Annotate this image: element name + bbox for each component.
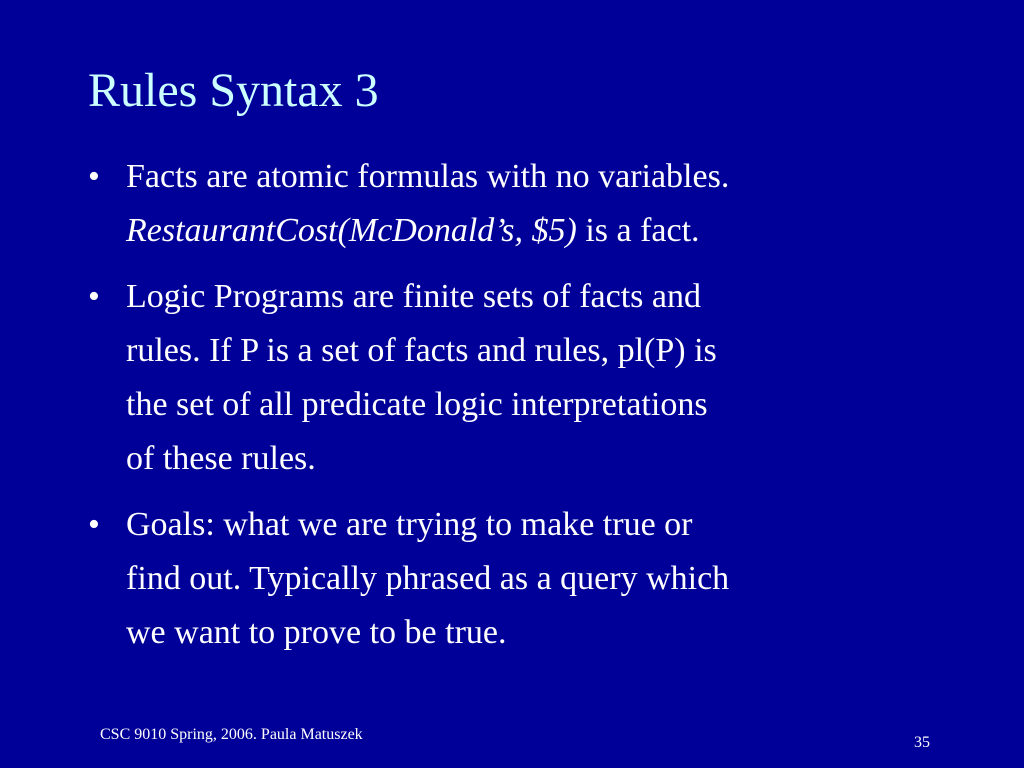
bullet-item-goals (0, 498, 1000, 660)
bullet-text-line: Logic Programs are finite sets of facts and (126, 278, 701, 315)
bullet-icon: • (88, 506, 100, 543)
bullet-text-line: the set of all predicate logic interpretations (126, 386, 708, 423)
fact-example: RestaurantCost(McDonald’s, $5) (126, 212, 577, 249)
page-number: 35 (914, 734, 930, 751)
slide-title: Rules Syntax 3 (88, 64, 379, 117)
fact-example-suffix: is a fact. (576, 212, 700, 249)
bullet-icon: • (88, 158, 100, 195)
bullet-text-line: we want to prove to be true. (126, 614, 507, 651)
bullet-text-line: of these rules. (126, 440, 316, 477)
bullet-text-line: Goals: what we are trying to make true or (126, 506, 693, 543)
bullet-text-line: Facts are atomic formulas with no variables. (126, 158, 730, 195)
bullet-list (0, 150, 1000, 672)
bullet-icon: • (88, 278, 100, 315)
slide-footer: CSC 9010 Spring, 2006. Paula Matuszek (100, 726, 363, 743)
bullet-item-facts (0, 150, 1000, 258)
bullet-text-line (126, 204, 1000, 258)
bullet-text-line: find out. Typically phrased as a query which (126, 560, 730, 597)
bullet-item-logic-programs (0, 270, 1000, 486)
bullet-text-line: rules. If P is a set of facts and rules, pl(P) is (126, 332, 717, 369)
